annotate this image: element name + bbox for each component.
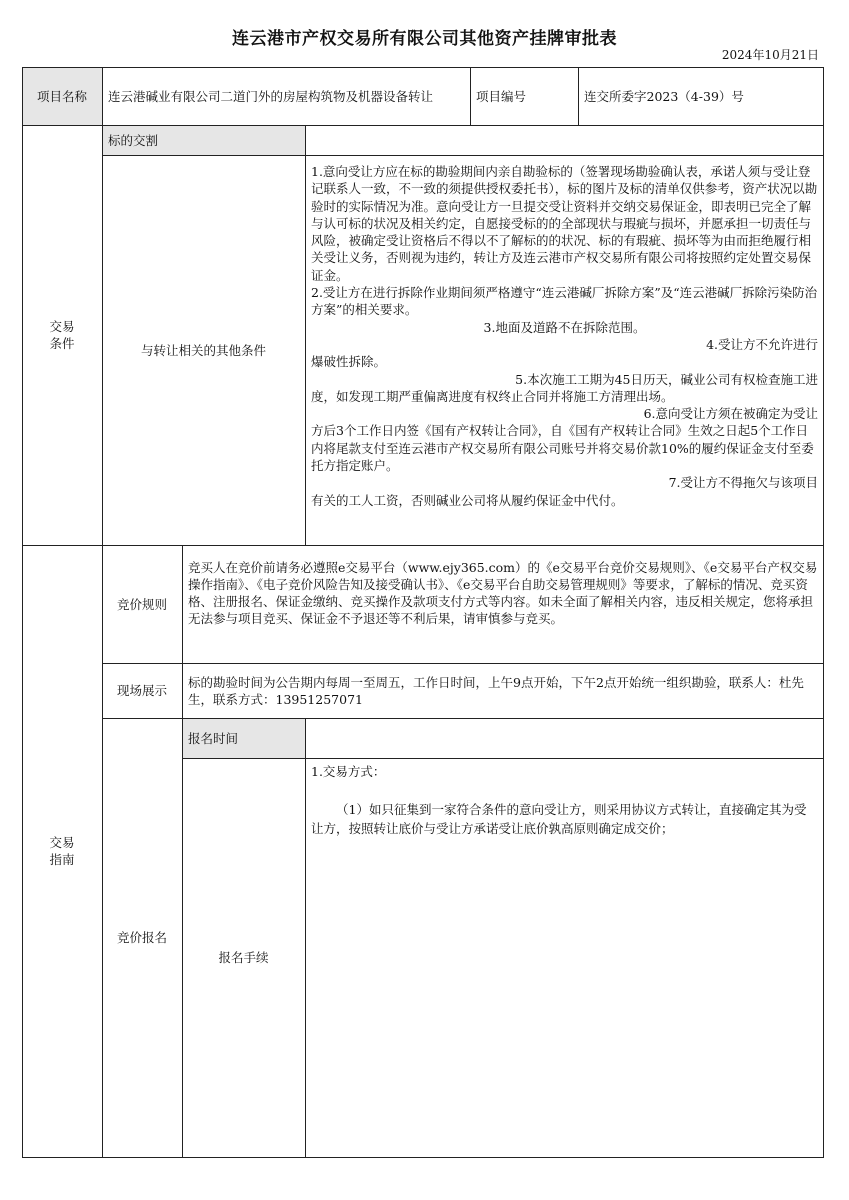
project-name-text: 连云港碱业有限公司二道门外的房屋构筑物及机器设备转让 [108, 88, 434, 104]
bid-rules-label: 竞价规则 [116, 596, 167, 612]
paragraph: 6.意向受让方须在被确定为受让 [643, 406, 818, 422]
reg-time-label: 报名时间 [182, 718, 305, 758]
paragraph: 5.本次施工工期为45日历天，碱业公司有权检查施工进 [515, 371, 818, 387]
bid-rules-value [182, 545, 824, 663]
paragraph: 有关的工人工资，否则碱业公司将从履约保证金中代付。 [311, 492, 624, 508]
trade-guide-group-label: 交易 指南 [49, 835, 75, 867]
delivery-label: 标的交割 [102, 125, 305, 155]
site-display-label: 现场展示 [116, 683, 167, 698]
reg-procedure-label: 报名手续 [218, 950, 269, 965]
bid-rules-text: 竞买人在竞价前请务必遵照e交易平台（www.ejy365.com）的《e交易平台竞价交易规则》、《e交易平台产权交易操作指南》、《电子竞价风险告知及接受确认书》、《e交易平台自助交易管理规则》等要求，了解标的情况、竞买资格、注册报名、保证金缴纳、竞买操作及款项支付方式等内容。如未全面了解相关内容，违反相关规定，您将承担无法参与项目竞买、保证金不予退还等不利后果，请审慎参与竞买。 [188, 560, 818, 626]
reg-procedure-body [305, 758, 824, 1157]
other-conditions-label: 与转让相关的其他条件 [140, 342, 266, 358]
project-name-value [102, 67, 470, 125]
paragraph: 3.地面及道路不在拆除范围。 [483, 319, 646, 335]
paragraph: 7.受让方不得拖欠与该项目 [668, 475, 818, 491]
project-name-label: 项目名称 [22, 67, 102, 125]
other-conditions-body [305, 155, 824, 545]
paragraph: 方后3个工作日内签《国有产权转让合同》，自《国有产权转让合同》生效之日起5个工作日内将尾款支付至连云港市产权交易所有限公司账号并将交易价款10%的履约保证金支付至委托方指定账户。 [311, 423, 814, 474]
paragraph [311, 781, 818, 800]
reg-time-value [305, 718, 824, 758]
form-date: 2024年10月21日 [721, 48, 819, 62]
page-title: 连云港市产权交易所有限公司其他资产挂牌审批表 [232, 29, 617, 49]
trade-conditions-group-label: 交易 条件 [49, 319, 75, 351]
project-code-value: 连交所委字2023（4-39）号 [584, 88, 744, 104]
paragraph: 1.意向受让方应在标的勘验期间内亲自勘验标的（签署现场勘验确认表，承诺人须与受让登记联系人一致，不一致的须提供授权委托书），标的图片及标的清单仅供参考，资产状况以勘验时的实际情况为准。意向受让方一旦提交受让资料并交纳交易保证金，即表明已完全了解与认可标的状况及相关约定，自愿接受标的的全部现状与瑕疵与损坏，并愿承担一切责任与风险，被确定受让资格后不得以不了解标的的状况、标的有瑕疵、损坏等为由而拒绝履行相关受让义务，否则视为违约，转让方及连云港市产权交易所有限公司将按照约定处置交易保证金。 [311, 164, 818, 283]
paragraph: 2.受让方在进行拆除作业期间须严格遵守“连云港碱厂拆除方案”及“连云港碱厂拆除污染防治方案”的相关要求。 [311, 285, 818, 318]
paragraph: 爆破性拆除。 [311, 354, 387, 370]
site-display-text: 标的勘验时间为公告期内每周一至周五，工作日时间，上午9点开始，下午2点开始统一组织勘验，联系人：杜先生，联系方式：13951257071 [188, 674, 804, 707]
paragraph: 度，如发现工期严重偏离进度有权终止合同并将施工方清理出场。 [311, 388, 674, 404]
paragraph: 4.受让方不允许进行 [706, 336, 818, 352]
bid-registration-label: 竞价报名 [116, 930, 167, 945]
site-display-value [182, 663, 824, 718]
delivery-value [305, 125, 824, 155]
project-code-label: 项目编号 [476, 88, 527, 104]
paragraph: 1.交易方式： [311, 764, 386, 779]
paragraph: （1）如只征集到一家符合条件的意向受让方，则采用协议方式转让，直接确定其为受让方，按照转让底价与受让方承诺受让底价孰高原则确定成交价； [311, 802, 807, 836]
